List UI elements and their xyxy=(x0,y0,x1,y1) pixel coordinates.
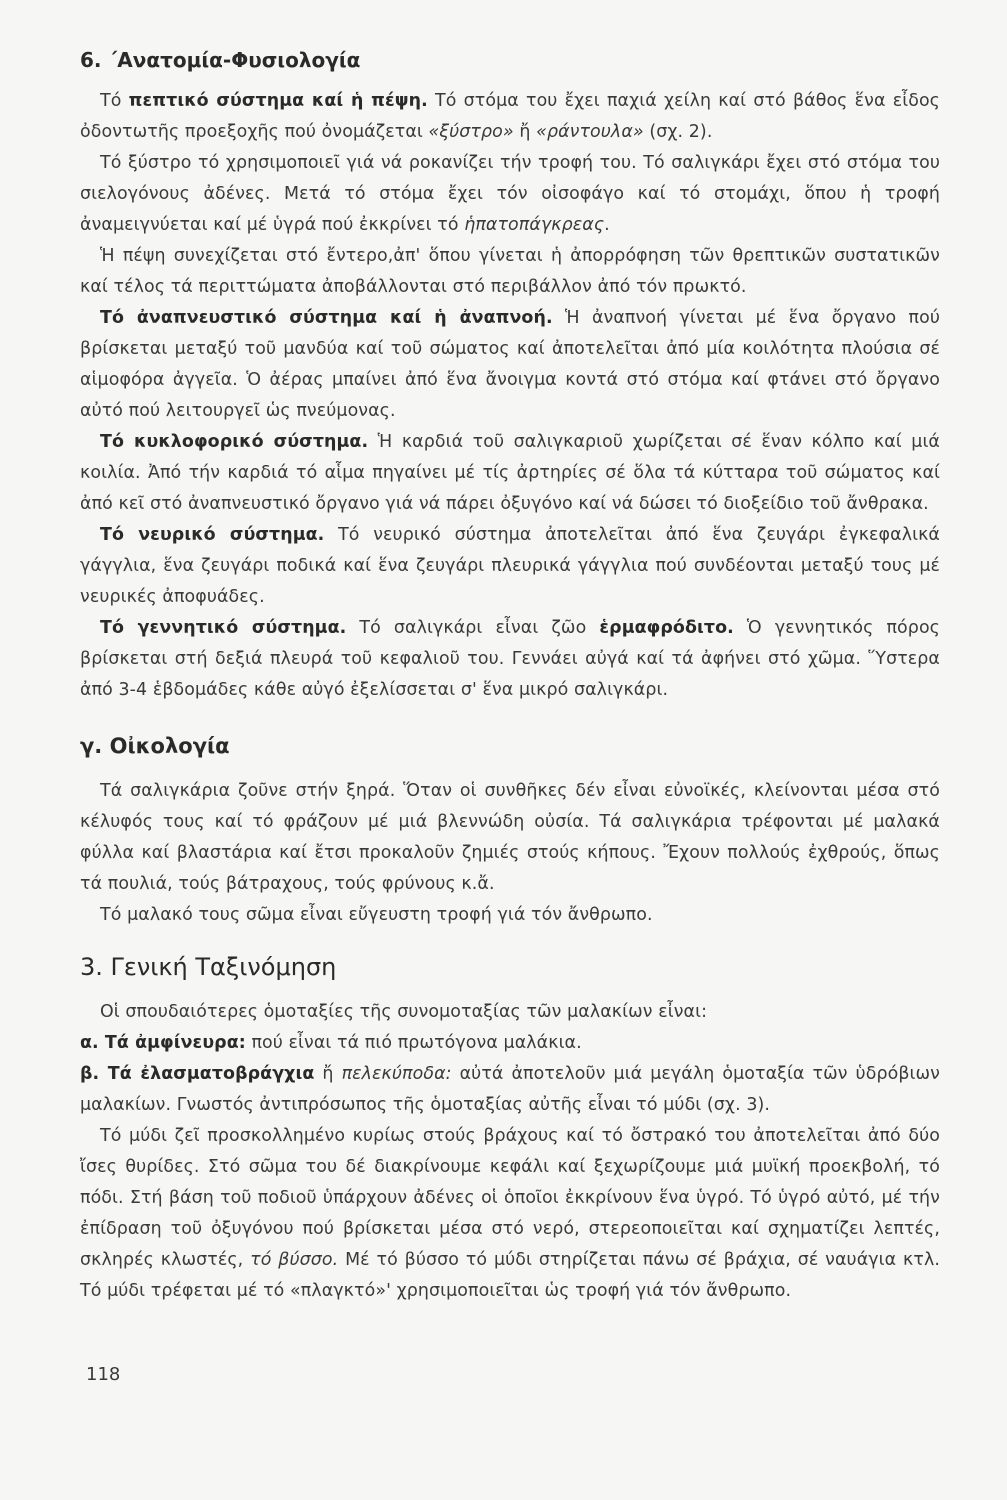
paragraph-ecology: Τά σαλιγκάρια ζοῦνε στήν ξηρά. Ὅταν οἱ συνθῆκες δέν εἶναι εὐνοϊκές, κλείνονται μέσα στό κέλυφός τους καί τό φράζουν μέ μιά βλεννώδη οὐσία. Τά σαλιγκάρια τρέφονται μέ μαλακά φύλλα καί βλαστάρια καί ἔτσι προκαλοῦν ζημιές στούς κήπους. Ἔχουν πολλούς ἐχθρούς, ὅπως τά πουλιά, τούς βάτραχους, τούς φρύνους κ.ἄ. xyxy=(80,781,940,894)
text-run: Τό ξύστρο τό χρησιμοποιεῖ γιά νά ροκανίζει τήν τροφή του. Τό σαλιγκάρι ἔχει στό στόμα του σιελογόνους ἀδένες. Μετά τό στόμα ἔχει τόν οἰσοφάγο καί τό στομάχι, ὅπου ἡ τροφή ἀναμειγνύεται καί μέ ὑγρά πού ἐκκρίνει τό xyxy=(80,153,940,235)
paragraph-reproductive-system xyxy=(80,613,940,706)
text-run: ἤ xyxy=(513,122,537,142)
term-lamellibranchia: β. Τά ἐλασματοβράγχια xyxy=(80,1064,315,1084)
term-hepatopancreas: ἡπατοπάγκρεας xyxy=(464,215,605,235)
heading-ecology: γ. Οἰκολογία xyxy=(80,734,230,758)
text-run: (σχ. 2). xyxy=(643,122,713,142)
paragraph-digestion-continues: Ἡ πέψη συνεχίζεται στό ἔντερο,ἀπ' ὅπου γίνεται ἡ ἀπορρόφηση τῶν θρεπτικῶν συστατικῶν καί τέλος τά περιττώματα ἀποβάλλονται στό περιβάλλον ἀπό τόν πρωκτό. xyxy=(80,246,940,297)
term-reproductive-system: Τό γεννητικό σύστημα. xyxy=(100,618,347,638)
paragraph-classification-intro: Οἱ σπουδαιότερες ὁμοταξίες τῆς συνομοταξίας τῶν μαλακίων εἶναι: xyxy=(100,1002,708,1022)
term-digestive-system: πεπτικό σύστημα καί ἡ πέψη. xyxy=(128,91,428,111)
text-run: Ἡ καρδιά τοῦ σαλιγκαριοῦ χωρίζεται σέ ἕναν κόλπο καί μιά κοιλία. Ἀπό τήν καρδιά τό αἷμα πηγαίνει μέ τίς ἀρτηρίες σέ ὅλα τά κύτταρα τοῦ σώματος καί ἀπό κεῖ στό ἀναπνευστικό ὄργανο γιά νά πάρει ὀξυγόνο καί νά δώσει τό διοξείδιο τοῦ ἄνθρακα. xyxy=(80,432,940,514)
page-content xyxy=(80,48,940,1307)
term-byssus: τό βύσσο. xyxy=(250,1250,339,1270)
text-run: Τό νευρικό σύστημα ἀποτελεῖται ἀπό ἕνα ζευγάρι ἐγκεφαλικά γάγγλια, ἕνα ζευγάρι ποδικά καί ἕνα ζευγάρι πλευρικά γάγγλια πού συνδέονται μεταξύ τους μέ νευρικές ἀποφυάδες. xyxy=(80,525,940,607)
term-pelecypoda: πελεκύποδα: xyxy=(341,1064,452,1084)
text-run: Τό στόμα του ἔχει παχιά χείλη καί στό βάθος ἕνα εἶδος ὀδοντωτῆς προεξοχῆς πού ὀνομάζεται xyxy=(80,91,940,142)
text-run: Ὁ γεννητικός πόρος βρίσκεται στή δεξιά πλευρά τοῦ κεφαλιοῦ του. Γεννάει αὐγά καί τά ἀφήνει στό χῶμα. Ὕστερα ἀπό 3-4 ἑβδομάδες κάθε αὐγό ἐξελίσσεται σ' ἕνα μικρό σαλιγκάρι. xyxy=(80,618,940,700)
text-run: Τό μύδι ζεῖ προσκολλημένο κυρίως στούς βράχους καί τό ὄστρακό του ἀποτελεῖται ἀπό δύο ἴσες θυρίδες. Στό σῶμα του δέ διακρίνουμε κεφάλι καί ξεχωρίζουμε μιά μυϊκή προεκβολή, τό πόδι. Στή βάση τοῦ ποδιοῦ ὑπάρχουν ἀδένες οἱ ὁποῖοι ἐκκρίνουν ἕνα ὑγρό. Τό ὑγρό αὐτό, μέ τήν ἐπίδραση τοῦ ὀξυγόνου πού βρίσκεται μέσα στό νερό, στερεοποιεῖται καί σχηματίζει λεπτές, σκληρές κλωστές, xyxy=(80,1126,940,1270)
paragraph-mussel xyxy=(80,1121,940,1307)
term-respiratory-system: Τό ἀναπνευστικό σύστημα καί ἡ ἀναπνοή. xyxy=(100,308,553,328)
paragraph-circulatory-system xyxy=(80,427,940,520)
paragraph-nervous-system xyxy=(80,520,940,613)
list-item-amphineura xyxy=(80,1028,940,1059)
term-radula: «ράντουλα» xyxy=(536,122,644,142)
text-run: Ἡ ἀναπνοή γίνεται μέ ἕνα ὄργανο πού βρίσκεται μεταξύ τοῦ μανδύα καί τοῦ σώματος καί ἀποτελεῖται ἀπό μία κοιλότητα πλούσια σέ αἱμοφόρα ἀγγεῖα. Ὁ ἀέρας μπαίνει ἀπό ἕνα ἄνοιγμα κοντά στό στόμα καί φτάνει στό ὄργανο αὐτό πού λειτουργεῖ ὡς πνεύμονας. xyxy=(80,308,940,421)
paragraph-digestive-system xyxy=(80,86,940,148)
term-nervous-system: Τό νευρικό σύστημα. xyxy=(100,525,325,545)
text-run: αὐτά ἀποτελοῦν μιά μεγάλη ὁμοταξία τῶν ὑδρόβιων μαλακίων. Γνωστός ἀντιπρόσωπος τῆς ὁμοταξίας αὐτῆς εἶναι τό μύδι (σχ. 3). xyxy=(80,1064,940,1115)
text-run: . xyxy=(604,215,610,235)
text-run: Τό xyxy=(100,91,129,111)
term-hermaphrodite: ἑρμαφρόδιτο. xyxy=(599,618,734,638)
heading-general-classification: 3. Γενική Ταξινόμηση xyxy=(80,953,337,981)
paragraph-xystro-use xyxy=(80,148,940,241)
term-circulatory-system: Τό κυκλοφορικό σύστημα. xyxy=(100,432,369,452)
page-number: 118 xyxy=(86,1364,121,1385)
heading-anatomy-physiology: 6. ΄Ανατομία-Φυσιολογία xyxy=(80,48,361,72)
paragraph-ecology-food: Τό μαλακό τους σῶμα εἶναι εὔγευστη τροφή γιά τόν ἄνθρωπο. xyxy=(100,905,653,925)
term-amphineura: α. Τά ἀμφίνευρα: xyxy=(80,1033,246,1053)
term-xystro: «ξύστρο» xyxy=(428,122,514,142)
text-run: πού εἶναι τά πιό πρωτόγονα μαλάκια. xyxy=(245,1033,582,1053)
text-run: ἤ xyxy=(314,1064,342,1084)
paragraph-respiratory-system xyxy=(80,303,940,427)
text-run: Μέ τό βύσσο τό μύδι στηρίζεται πάνω σέ βράχια, σέ ναυάγια κτλ. Τό μύδι τρέφεται μέ τό «πλαγκτό»' χρησιμοποιεῖται ὡς τροφή γιά τόν ἄνθρωπο. xyxy=(80,1250,940,1301)
text-run: Τό σαλιγκάρι εἶναι ζῶο xyxy=(346,618,600,638)
list-item-lamellibranchia xyxy=(80,1059,940,1121)
